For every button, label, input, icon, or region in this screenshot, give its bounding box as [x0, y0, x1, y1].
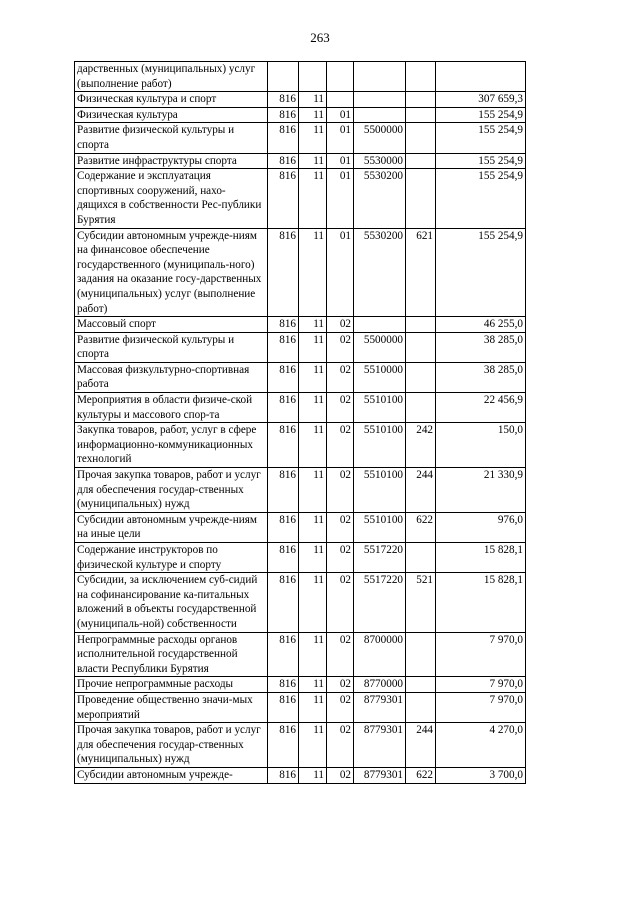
row-name-cell: Субсидии автономным учрежде- — [75, 767, 268, 783]
amount-cell: 7 970,0 — [436, 632, 526, 677]
ministry-code-cell: 816 — [268, 423, 299, 468]
subsection-code-cell: 02 — [327, 393, 354, 423]
amount-cell: 22 456,9 — [436, 393, 526, 423]
amount-cell — [436, 62, 526, 92]
amount-cell: 15 828,1 — [436, 543, 526, 573]
section-code-cell: 11 — [299, 228, 327, 317]
subsection-code-cell: 02 — [327, 362, 354, 392]
target-article-cell — [354, 62, 406, 92]
table-row — [75, 677, 526, 693]
target-article-cell: 5510100 — [354, 423, 406, 468]
expense-type-cell: 244 — [406, 468, 436, 513]
expense-type-cell: 244 — [406, 723, 436, 768]
ministry-code-cell: 816 — [268, 677, 299, 693]
row-name-cell: Прочая закупка товаров, работ и услуг для обеспечения государ-ственных (муниципальных) нужд — [75, 723, 268, 768]
row-name-cell: Субсидии автономным учрежде-ниям на финансовое обеспечение государственного (муниципаль-ного) задания на оказание госу-дарственных (муниципальных) услуг (выполнение работ) — [75, 228, 268, 317]
row-name-cell: Проведение общественно значи-мых мероприятий — [75, 692, 268, 722]
amount-cell: 38 285,0 — [436, 332, 526, 362]
ministry-code-cell: 816 — [268, 573, 299, 632]
target-article-cell: 8770000 — [354, 677, 406, 693]
subsection-code-cell: 01 — [327, 153, 354, 169]
target-article-cell — [354, 92, 406, 108]
target-article-cell: 8779301 — [354, 692, 406, 722]
target-article-cell: 8779301 — [354, 723, 406, 768]
ministry-code-cell: 816 — [268, 317, 299, 333]
amount-cell: 155 254,9 — [436, 228, 526, 317]
row-name-cell: Массовая физкультурно-спортивная работа — [75, 362, 268, 392]
table-row — [75, 512, 526, 542]
subsection-code-cell: 01 — [327, 228, 354, 317]
table-row — [75, 153, 526, 169]
target-article-cell: 5500000 — [354, 123, 406, 153]
expense-type-cell — [406, 362, 436, 392]
row-name-cell: Развитие физической культуры и спорта — [75, 123, 268, 153]
subsection-code-cell: 02 — [327, 723, 354, 768]
table-row — [75, 332, 526, 362]
row-name-cell: Мероприятия в области физиче-ской культуры и массового спор-та — [75, 393, 268, 423]
section-code-cell: 11 — [299, 468, 327, 513]
section-code-cell: 11 — [299, 767, 327, 783]
section-code-cell: 11 — [299, 332, 327, 362]
table-row — [75, 169, 526, 228]
section-code-cell: 11 — [299, 632, 327, 677]
ministry-code-cell: 816 — [268, 92, 299, 108]
section-code-cell: 11 — [299, 692, 327, 722]
expense-type-cell: 521 — [406, 573, 436, 632]
expense-type-cell — [406, 543, 436, 573]
row-name-cell: Физическая культура — [75, 107, 268, 123]
expense-type-cell — [406, 92, 436, 108]
table-row — [75, 767, 526, 783]
expense-type-cell — [406, 107, 436, 123]
amount-cell: 7 970,0 — [436, 677, 526, 693]
expense-type-cell — [406, 169, 436, 228]
expense-type-cell — [406, 62, 436, 92]
ministry-code-cell — [268, 62, 299, 92]
row-name-cell: Субсидии автономным учрежде-ниям на иные цели — [75, 512, 268, 542]
row-name-cell: Содержание инструкторов по физической культуре и спорту — [75, 543, 268, 573]
table-row — [75, 723, 526, 768]
amount-cell: 150,0 — [436, 423, 526, 468]
section-code-cell — [299, 62, 327, 92]
section-code-cell: 11 — [299, 677, 327, 693]
section-code-cell: 11 — [299, 92, 327, 108]
expense-type-cell — [406, 393, 436, 423]
target-article-cell: 5510100 — [354, 393, 406, 423]
target-article-cell: 8779301 — [354, 767, 406, 783]
ministry-code-cell: 816 — [268, 632, 299, 677]
section-code-cell: 11 — [299, 393, 327, 423]
table-row — [75, 393, 526, 423]
amount-cell: 21 330,9 — [436, 468, 526, 513]
amount-cell: 155 254,9 — [436, 153, 526, 169]
subsection-code-cell: 02 — [327, 512, 354, 542]
ministry-code-cell: 816 — [268, 362, 299, 392]
expense-type-cell: 622 — [406, 767, 436, 783]
expense-type-cell — [406, 123, 436, 153]
subsection-code-cell: 02 — [327, 468, 354, 513]
row-name-cell: Развитие инфраструктуры спорта — [75, 153, 268, 169]
table-row — [75, 362, 526, 392]
table-row — [75, 632, 526, 677]
row-name-cell: Прочие непрограммные расходы — [75, 677, 268, 693]
row-name-cell: Субсидии, за исключением суб-сидий на софинансирование ка-питальных вложений в объекты государственной (муниципаль-ной) собственности — [75, 573, 268, 632]
amount-cell: 46 255,0 — [436, 317, 526, 333]
budget-table — [74, 61, 526, 784]
target-article-cell: 5517220 — [354, 543, 406, 573]
row-name-cell: Массовый спорт — [75, 317, 268, 333]
page-number: 263 — [310, 30, 330, 45]
budget-table-body — [75, 62, 526, 784]
amount-cell: 15 828,1 — [436, 573, 526, 632]
section-code-cell: 11 — [299, 512, 327, 542]
ministry-code-cell: 816 — [268, 468, 299, 513]
amount-cell: 976,0 — [436, 512, 526, 542]
target-article-cell: 5510000 — [354, 362, 406, 392]
table-row — [75, 123, 526, 153]
table-row — [75, 317, 526, 333]
subsection-code-cell: 02 — [327, 332, 354, 362]
section-code-cell: 11 — [299, 423, 327, 468]
amount-cell: 307 659,3 — [436, 92, 526, 108]
amount-cell: 38 285,0 — [436, 362, 526, 392]
amount-cell: 7 970,0 — [436, 692, 526, 722]
expense-type-cell: 622 — [406, 512, 436, 542]
row-name-cell: Развитие физической культуры и спорта — [75, 332, 268, 362]
amount-cell: 3 700,0 — [436, 767, 526, 783]
amount-cell: 155 254,9 — [436, 123, 526, 153]
row-name-cell: Содержание и эксплуатация спортивных сооружений, нахо-дящихся в собственности Рес-публики Бурятия — [75, 169, 268, 228]
subsection-code-cell — [327, 92, 354, 108]
ministry-code-cell: 816 — [268, 692, 299, 722]
expense-type-cell — [406, 153, 436, 169]
amount-cell: 155 254,9 — [436, 107, 526, 123]
section-code-cell: 11 — [299, 169, 327, 228]
target-article-cell: 5510100 — [354, 468, 406, 513]
table-row — [75, 423, 526, 468]
subsection-code-cell: 01 — [327, 123, 354, 153]
expense-type-cell — [406, 692, 436, 722]
ministry-code-cell: 816 — [268, 228, 299, 317]
amount-cell: 4 270,0 — [436, 723, 526, 768]
target-article-cell: 5510100 — [354, 512, 406, 542]
ministry-code-cell: 816 — [268, 543, 299, 573]
subsection-code-cell: 01 — [327, 169, 354, 228]
table-row — [75, 692, 526, 722]
subsection-code-cell: 02 — [327, 677, 354, 693]
target-article-cell — [354, 107, 406, 123]
row-name-cell: дарственных (муниципальных) услуг (выполнение работ) — [75, 62, 268, 92]
target-article-cell: 5500000 — [354, 332, 406, 362]
expense-type-cell: 242 — [406, 423, 436, 468]
section-code-cell: 11 — [299, 573, 327, 632]
target-article-cell — [354, 317, 406, 333]
ministry-code-cell: 816 — [268, 332, 299, 362]
section-code-cell: 11 — [299, 317, 327, 333]
section-code-cell: 11 — [299, 153, 327, 169]
section-code-cell: 11 — [299, 723, 327, 768]
subsection-code-cell — [327, 62, 354, 92]
subsection-code-cell: 02 — [327, 692, 354, 722]
table-row — [75, 62, 526, 92]
subsection-code-cell: 02 — [327, 767, 354, 783]
row-name-cell: Непрограммные расходы органов исполнительной государственной власти Республики Бурятия — [75, 632, 268, 677]
table-row — [75, 468, 526, 513]
subsection-code-cell: 02 — [327, 573, 354, 632]
table-row — [75, 107, 526, 123]
expense-type-cell — [406, 632, 436, 677]
target-article-cell: 5530200 — [354, 228, 406, 317]
subsection-code-cell: 02 — [327, 632, 354, 677]
ministry-code-cell: 816 — [268, 723, 299, 768]
ministry-code-cell: 816 — [268, 393, 299, 423]
ministry-code-cell: 816 — [268, 512, 299, 542]
expense-type-cell — [406, 317, 436, 333]
ministry-code-cell: 816 — [268, 123, 299, 153]
subsection-code-cell: 01 — [327, 107, 354, 123]
expense-type-cell — [406, 677, 436, 693]
ministry-code-cell: 816 — [268, 153, 299, 169]
section-code-cell: 11 — [299, 123, 327, 153]
expense-type-cell — [406, 332, 436, 362]
subsection-code-cell: 02 — [327, 317, 354, 333]
subsection-code-cell: 02 — [327, 423, 354, 468]
target-article-cell: 5530200 — [354, 169, 406, 228]
table-row — [75, 543, 526, 573]
ministry-code-cell: 816 — [268, 107, 299, 123]
section-code-cell: 11 — [299, 107, 327, 123]
target-article-cell: 5530000 — [354, 153, 406, 169]
target-article-cell: 8700000 — [354, 632, 406, 677]
expense-type-cell: 621 — [406, 228, 436, 317]
amount-cell: 155 254,9 — [436, 169, 526, 228]
table-row — [75, 92, 526, 108]
subsection-code-cell: 02 — [327, 543, 354, 573]
table-row — [75, 573, 526, 632]
target-article-cell: 5517220 — [354, 573, 406, 632]
row-name-cell: Прочая закупка товаров, работ и услуг для обеспечения государ-ственных (муниципальных) нужд — [75, 468, 268, 513]
section-code-cell: 11 — [299, 362, 327, 392]
table-row — [75, 228, 526, 317]
section-code-cell: 11 — [299, 543, 327, 573]
row-name-cell: Закупка товаров, работ, услуг в сфере информационно-коммуникационных технологий — [75, 423, 268, 468]
ministry-code-cell: 816 — [268, 169, 299, 228]
row-name-cell: Физическая культура и спорт — [75, 92, 268, 108]
ministry-code-cell: 816 — [268, 767, 299, 783]
